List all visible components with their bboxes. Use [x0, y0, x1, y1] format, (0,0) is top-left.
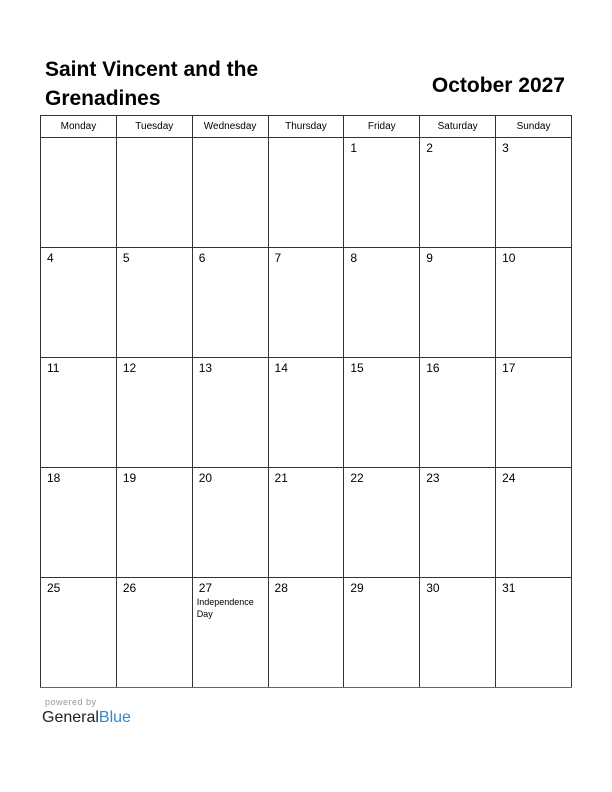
day-cell [116, 468, 192, 578]
day-number: 14 [274, 361, 288, 375]
brand-logo[interactable] [42, 709, 131, 727]
day-number: 30 [426, 581, 440, 595]
day-number: 16 [426, 361, 440, 375]
day-number: 7 [274, 251, 282, 265]
weekday-header-row [41, 116, 572, 138]
day-number: 27 [198, 581, 213, 595]
day-cell [344, 468, 420, 578]
day-cell [192, 468, 268, 578]
weekday-header: Monday [41, 116, 117, 138]
day-cell [268, 578, 344, 688]
day-number: 31 [502, 581, 516, 595]
day-number: 18 [47, 471, 61, 485]
day-cell [116, 138, 192, 248]
day-number: 19 [122, 471, 137, 485]
day-cell [192, 248, 268, 358]
day-cell [496, 358, 572, 468]
holiday-label: Independence Day [196, 597, 254, 619]
weekday-header: Thursday [268, 116, 344, 138]
day-cell [41, 248, 117, 358]
day-number [41, 138, 116, 142]
day-cell [192, 138, 268, 248]
day-number: 6 [198, 251, 206, 265]
day-cell [496, 468, 572, 578]
day-number: 22 [350, 471, 364, 485]
day-number: 13 [198, 361, 213, 375]
day-number [117, 138, 192, 142]
brand-name-blue: Blue [98, 709, 131, 726]
day-cell [344, 138, 420, 248]
day-cell [268, 248, 344, 358]
day-number: 21 [274, 471, 288, 485]
day-cell [420, 358, 496, 468]
weekday-header: Friday [344, 116, 420, 138]
day-number: 28 [274, 581, 288, 595]
weekday-header: Saturday [420, 116, 496, 138]
day-cell [41, 578, 117, 688]
day-cell [41, 138, 117, 248]
weekday-header: Wednesday [192, 116, 268, 138]
day-number: 11 [47, 361, 60, 375]
day-number: 15 [350, 361, 364, 375]
day-cell [420, 578, 496, 688]
day-number: 9 [426, 251, 433, 265]
day-number: 29 [350, 581, 364, 595]
day-cell [344, 358, 420, 468]
day-number: 4 [47, 251, 54, 265]
day-number: 26 [122, 581, 137, 595]
weekday-header: Tuesday [116, 116, 192, 138]
day-cell [344, 578, 420, 688]
day-cell [268, 358, 344, 468]
day-cell [116, 578, 192, 688]
day-cell [116, 358, 192, 468]
day-cell [420, 248, 496, 358]
day-number: 24 [502, 471, 516, 485]
day-cell [420, 138, 496, 248]
day-number: 25 [47, 581, 61, 595]
day-number: 1 [350, 141, 358, 155]
day-cell [41, 358, 117, 468]
brand-name-general: General [42, 709, 99, 726]
day-cell [41, 468, 117, 578]
day-number: 10 [502, 251, 516, 265]
day-number: 5 [122, 251, 130, 265]
week-row [41, 578, 572, 688]
day-cell [420, 468, 496, 578]
weekday-header: Sunday [496, 116, 572, 138]
day-number: 23 [426, 471, 440, 485]
day-cell [496, 248, 572, 358]
day-cell [268, 468, 344, 578]
day-cell [192, 358, 268, 468]
footer-divider [40, 687, 572, 688]
day-cell [496, 138, 572, 248]
day-cell [496, 578, 572, 688]
day-cell [192, 578, 268, 688]
powered-by-text: powered by [45, 697, 97, 707]
day-number [269, 138, 344, 142]
country-title: Saint Vincent and the Grenadines [45, 58, 259, 110]
day-number: 17 [502, 361, 516, 375]
week-row [41, 138, 572, 248]
day-cell [116, 248, 192, 358]
day-number [193, 138, 268, 142]
day-number: 20 [198, 471, 213, 485]
week-row [41, 358, 572, 468]
day-cell [344, 248, 420, 358]
month-title: October 2027 [431, 74, 565, 97]
day-number: 2 [426, 141, 433, 155]
calendar-grid [40, 115, 572, 688]
day-number: 3 [502, 141, 509, 155]
day-number: 12 [122, 361, 137, 375]
day-cell [268, 138, 344, 248]
day-number: 8 [350, 251, 358, 265]
week-row [41, 468, 572, 578]
week-row [41, 248, 572, 358]
